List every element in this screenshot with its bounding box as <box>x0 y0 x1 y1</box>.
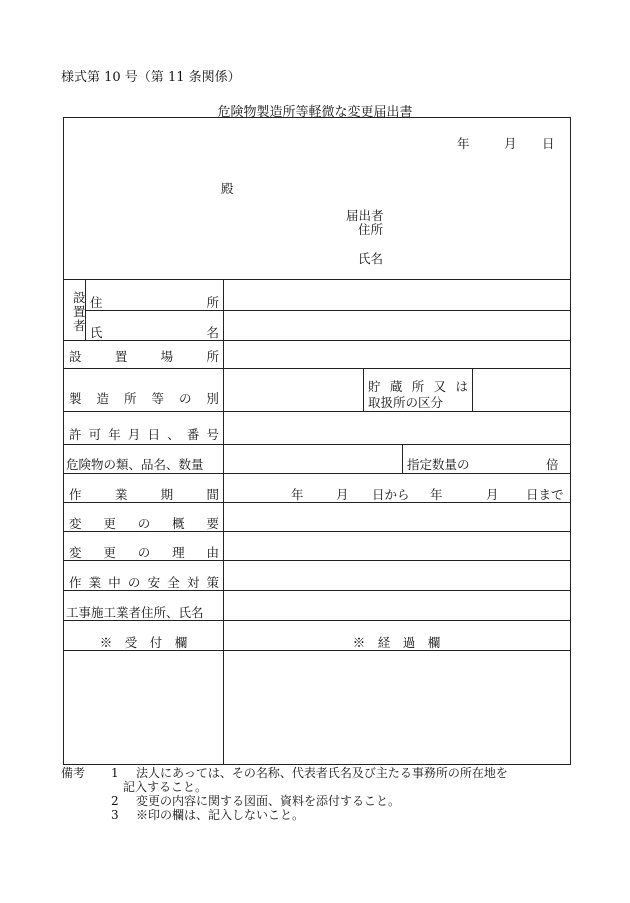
period-to-day: 日まで <box>526 487 564 502</box>
note-number: 1 <box>111 766 119 780</box>
designated-quantity-label: 指定数量の <box>407 457 470 472</box>
storage-handling-label-line1: 貯 蔵 所 又 は <box>368 379 468 394</box>
change-summary-label: 変 更 の 概 要 <box>69 516 219 531</box>
notifier-label: 届出者 <box>346 208 384 223</box>
period-from-day: 日から <box>372 487 410 502</box>
notes-heading: 備考 <box>61 766 86 780</box>
period-from-year: 年 <box>291 487 304 502</box>
safety-measures-label: 作 業 中 の 安 全 対 策 <box>69 575 219 590</box>
facility-type-label: 製 造 所 等 の 別 <box>69 391 219 406</box>
date-year-label: 年 <box>457 136 470 151</box>
period-to-year: 年 <box>430 487 443 502</box>
period-to-month: 月 <box>486 487 499 502</box>
note-number: 3 <box>111 808 119 822</box>
storage-handling-label-line2: 取扱所の区分 <box>368 395 444 410</box>
contractor-label: 工事施工業者住所、氏名 <box>66 605 204 620</box>
times-label: 倍 <box>546 457 559 472</box>
document-title: 危険物製造所等軽微な変更届出書 <box>217 105 413 120</box>
form-number: 様式第 10 号（第 11 条関係） <box>61 70 241 85</box>
notifier-address-label: 住所 <box>358 222 384 237</box>
installer-address-label: 住 所 <box>90 295 219 310</box>
permit-label: 許 可 年 月 日 、 番 号 <box>69 427 219 442</box>
reception-column-label: ※ 受 付 欄 <box>99 635 188 650</box>
installer-group-label: 設 置 者 <box>73 290 86 333</box>
note-text-continued: 記入すること。 <box>123 780 208 794</box>
notifier-name-label: 氏名 <box>358 251 384 266</box>
note-text: 変更の内容に関する図面、資料を添付すること。 <box>136 794 401 808</box>
note-text: 法人にあっては、その名称、代表者氏名及び主たる事務所の所在地を <box>136 766 508 780</box>
location-label: 設 置 場 所 <box>69 349 219 364</box>
form-table <box>63 117 571 765</box>
change-reason-label: 変 更 の 理 由 <box>69 545 219 560</box>
installer-name-label: 氏 名 <box>90 325 219 340</box>
note-number: 2 <box>111 794 119 808</box>
hazmat-label: 危険物の類、品名、数量 <box>66 457 204 472</box>
period-from-month: 月 <box>336 487 349 502</box>
addressee-suffix: 殿 <box>221 181 234 196</box>
work-period-label: 作 業 期 間 <box>69 487 219 502</box>
note-text: ※印の欄は、記入しないこと。 <box>136 808 305 822</box>
date-month-label: 月 <box>504 136 517 151</box>
progress-column-label: ※ 経 過 欄 <box>352 635 441 650</box>
date-day-label: 日 <box>542 136 555 151</box>
